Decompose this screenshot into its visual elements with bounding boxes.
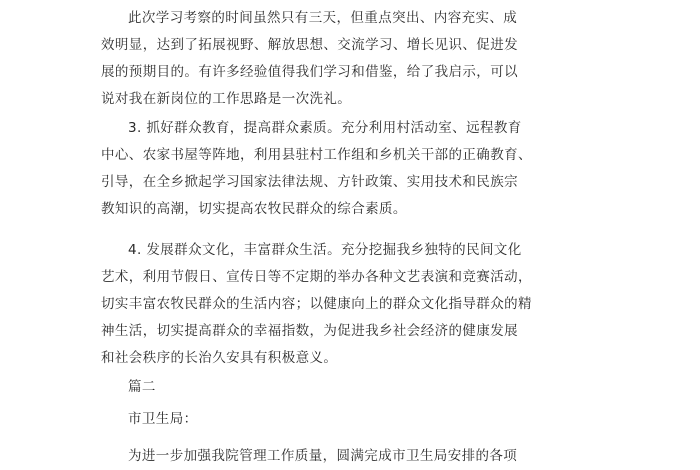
text-line: 为进一步加强我院管理工作质量，圆满完成市卫生局安排的各项 xyxy=(128,448,518,464)
text-line: 说对我在新岗位的工作思路是一次洗礼。 xyxy=(101,91,352,107)
section-title: 篇二 xyxy=(128,379,156,395)
paragraph-letter-body xyxy=(101,443,581,470)
text-line: 中心、农家书屋等阵地，利用县驻村工作组和乡机关干部的正确教育、 xyxy=(101,147,532,163)
text-line: 艺术，利用节假日、宣传日等不定期的举办各种文艺表演和竞赛活动， xyxy=(101,269,532,285)
text-line: 效明显，达到了拓展视野、解放思想、交流学习、增长见识、促进发 xyxy=(101,37,518,53)
text-line: 神生活，切实提高群众的幸福指数，为促进我乡社会经济的健康发展 xyxy=(101,323,518,339)
text-line: 3. 抓好群众教育，提高群众素质。充分利用村活动室、远程教育 xyxy=(128,120,522,136)
text-line: 展的预期目的。有许多经验值得我们学习和借鉴，给了我启示，可以 xyxy=(101,64,518,80)
paragraph-item-3 xyxy=(101,115,581,223)
paragraph-study-summary xyxy=(101,5,581,113)
text-line: 和社会秩序的长治久安具有积极意义。 xyxy=(101,350,338,366)
paragraph-item-4 xyxy=(101,237,581,372)
text-line: 引导，在全乡掀起学习国家法律法规、方针政策、实用技术和民族宗 xyxy=(101,174,518,190)
text-line: 4. 发展群众文化，丰富群众生活。充分挖掘我乡独特的民间文化 xyxy=(128,242,522,258)
text-line: 切实丰富农牧民群众的生活内容；以健康向上的群众文化指导群众的精 xyxy=(101,296,532,312)
text-line: 此次学习考察的时间虽然只有三天，但重点突出、内容充实、成 xyxy=(128,10,518,26)
addressee-line: 市卫生局： xyxy=(128,411,198,427)
text-line: 教知识的高潮，切实提高农牧民群众的综合素质。 xyxy=(101,201,407,217)
